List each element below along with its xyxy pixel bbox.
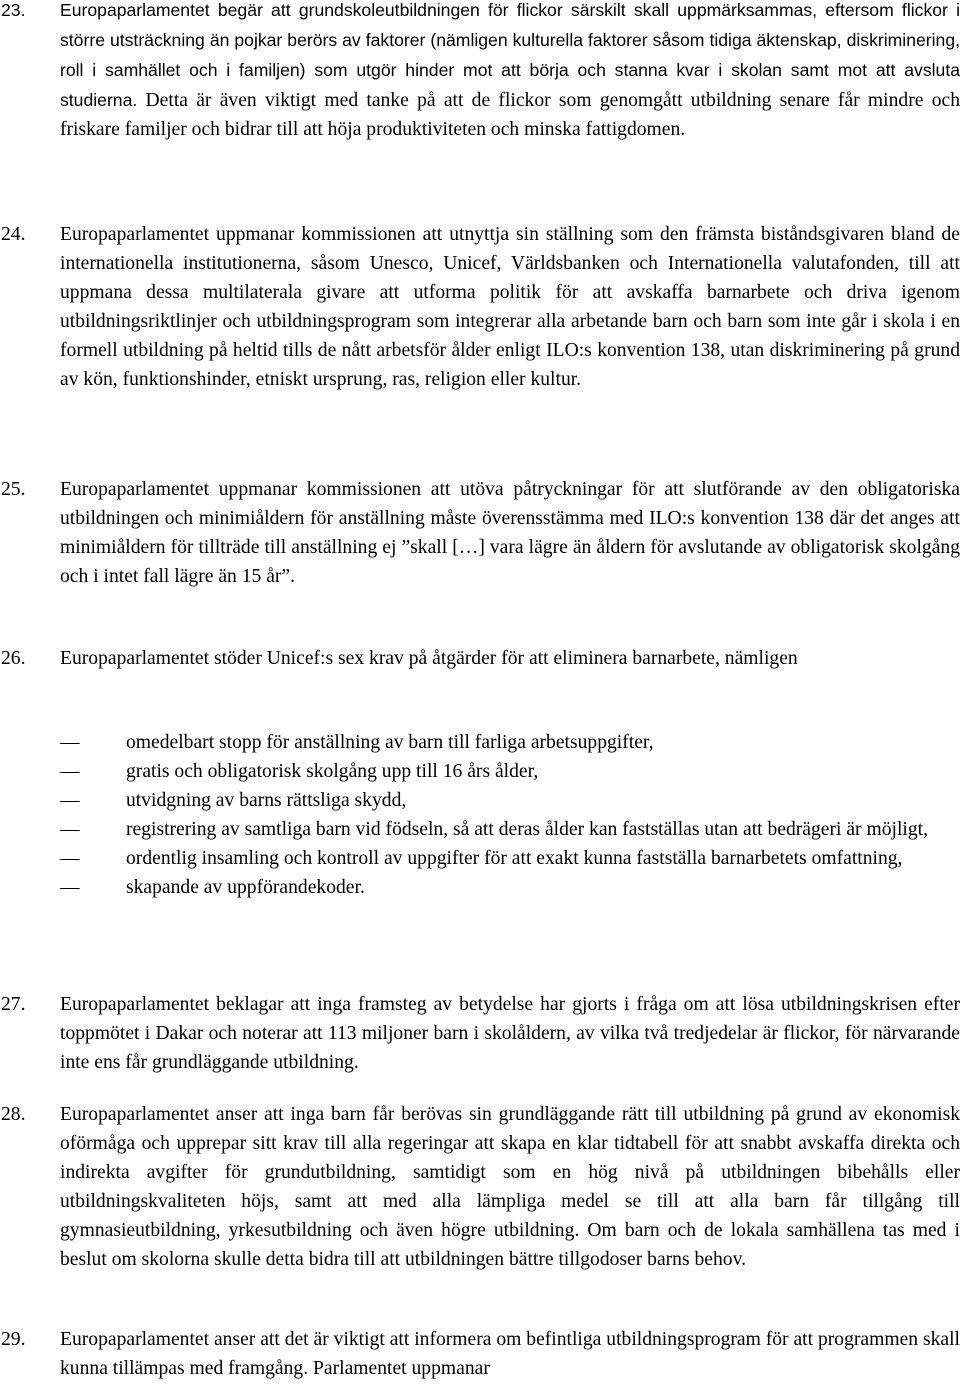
- paragraph-28: [1, 1101, 960, 1274]
- list-item-text: skapande av uppförandekoder.: [126, 876, 365, 898]
- paragraph-25: [1, 476, 960, 592]
- paragraph-24: [1, 221, 960, 394]
- list-item-text: utvidgning av barns rättsliga skydd,: [126, 789, 407, 811]
- list-item: [1, 845, 959, 874]
- dash-bullet: —: [60, 847, 80, 869]
- paragraph-number: 23.: [1, 0, 26, 20]
- dash-bullet: —: [60, 876, 80, 898]
- list-item-text: gratis och obligatorisk skolgång upp till 16 års ålder,: [126, 760, 539, 782]
- list-item-text: registrering av samtliga barn vid födseln, så att deras ålder kan fastställas utan att bedrägeri är möjligt,: [126, 818, 928, 840]
- list-item-text: ordentlig insamling och kontroll av uppgifter för att exakt kunna fastställa barnarbetets omfattning,: [126, 847, 903, 869]
- paragraph-23: [1, 0, 960, 145]
- list-item: [1, 729, 959, 758]
- paragraph-number: 24.: [1, 224, 26, 245]
- list-item: [1, 758, 959, 787]
- paragraph-intro: Europaparlamentet stöder Unicef:s sex krav på åtgärder för att eliminera barnarbete, nämligen: [60, 648, 798, 669]
- paragraph-number: 29.: [1, 1329, 26, 1350]
- paragraph-text: Europaparlamentet anser att det är viktigt att informera om befintliga utbildningsprogram för att programmen skall kunna tillämpas med framgång. Parlamentet uppmanar: [60, 1329, 960, 1379]
- paragraph-number: 26.: [1, 648, 26, 669]
- dash-bullet: —: [60, 732, 80, 753]
- paragraph-text: Europaparlamentet uppmanar kommissionen att utöva påtryckningar för att slutförande av den obligatoriska utbildningen och minimiåldern för anställning måste överensstämma med ILO:s konvention 138 där det anges att minimiåldern för tillträde till anställning ej ”skall […] vara lägre än åldern för avslutande av obligatorisk skolgång och i intet fall lägre än 15 år”.: [60, 479, 960, 587]
- dash-bullet: —: [60, 818, 80, 840]
- paragraph-number: 28.: [1, 1104, 26, 1125]
- paragraph-26: [1, 645, 960, 674]
- paragraph-text-sans: Europaparlamentet begär att grundskoleutbildningen för flickor särskilt skall uppmärksammas, eftersom flickor i större utsträckning än pojkar berörs av faktorer (nämligen kulturella faktorer såsom tidiga äktenskap, diskriminering, roll i samhället och i familjen) som utgör hinder mot att börja och stanna kvar i skolan samt mot att avsluta studierna.: [60, 0, 960, 110]
- dash-list: [1, 729, 959, 902]
- dash-bullet: —: [60, 760, 80, 782]
- paragraph-29: [1, 1326, 960, 1384]
- paragraph-number: 27.: [1, 994, 26, 1015]
- list-item: [1, 787, 959, 816]
- dash-bullet: —: [60, 789, 80, 811]
- paragraph-text-serif: Detta är även viktigt med tanke på att de flickor som genomgått utbildning senare får mindre och friskare familjer och bidrar till att höja produktiviteten och minska fattigdomen.: [60, 89, 960, 140]
- paragraph-text: Europaparlamentet uppmanar kommissionen att utnyttja sin ställning som den främsta biståndsgivaren bland de internationella institutionerna, såsom Unesco, Unicef, Världsbanken och Internationella valutafonden, till att uppmana dessa multilaterala givare att utforma politik för att avskaffa barnarbete och driva igenom utbildningsriktlinjer och utbildningsprogram som integrerar alla arbetande barn och barn som inte går i skola i en formell utbildning på heltid tills de nått arbetsför ålder enligt ILO:s konvention 138, utan diskriminering på grund av kön, funktionshinder, etniskt ursprung, ras, religion eller kultur.: [60, 224, 960, 390]
- paragraph-text: Europaparlamentet anser att inga barn får berövas sin grundläggande rätt till utbildning på grund av ekonomisk oförmåga och upprepar sitt krav till alla regeringar att skapa en klar tidtabell för att snabbt avskaffa direkta och indirekta avgifter för grundutbildning, samtidigt som en hög nivå på utbildningen bibehålls eller utbildningskvaliteten höjs, samt att med alla lämpliga medel se till att alla barn får tillgång till gymnasieutbildning, yrkesutbildning och även högre utbildning. Om barn och de lokala samhällena tas med i beslut om skolorna skulle detta bidra till att utbildningen bättre tillgodoser barns behov.: [60, 1104, 960, 1270]
- list-item: [1, 874, 959, 903]
- list-item: [1, 816, 959, 845]
- list-item-text: omedelbart stopp för anställning av barn till farliga arbetsuppgifter,: [126, 732, 654, 753]
- paragraph-number: 25.: [1, 479, 26, 500]
- paragraph-27: [1, 991, 960, 1078]
- paragraph-text: Europaparlamentet beklagar att inga framsteg av betydelse har gjorts i fråga om att lösa utbildningskrisen efter toppmötet i Dakar och noterar att 113 miljoner barn i skolåldern, av vilka två tredjedelar är flickor, för närvarande inte ens får grundläggande utbildning.: [60, 994, 960, 1073]
- paragraph-text: [60, 0, 960, 145]
